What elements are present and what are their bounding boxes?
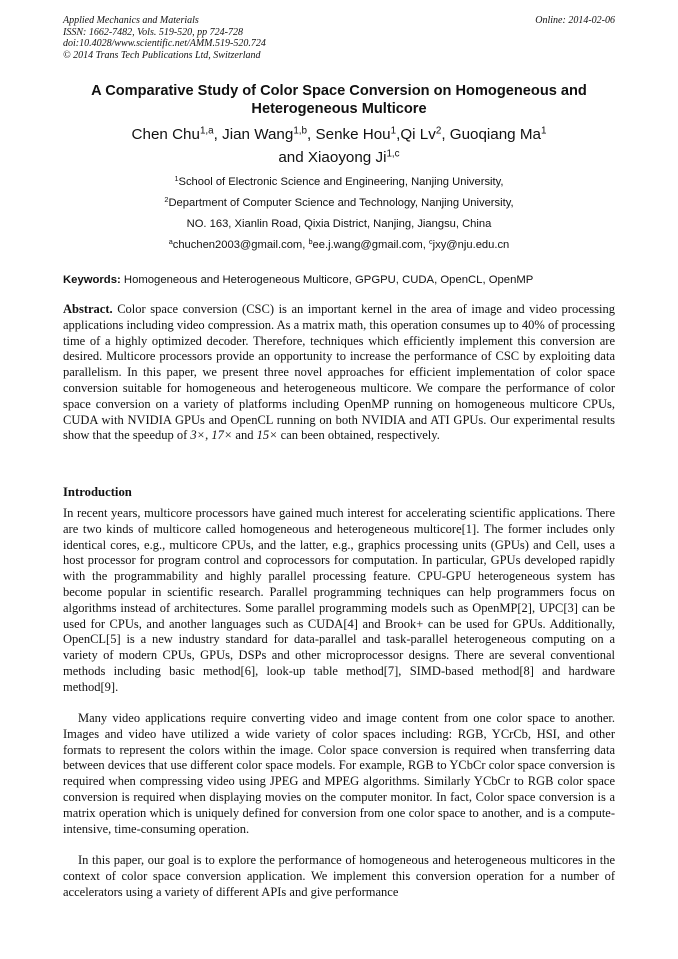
author-list: [40, 123, 638, 169]
intro-paragraph-2: Many video applications require converting video and image content from one color space to another. Images and video have utilized a wide variety of color spaces including: RGB, YCrCb, HSI, and other formats to represent the colors within the image. Color space conversion is required when transferring data between devices that use different color space models. For example, RGB to YCbCr color space conversion is required when compressing video using JPEG and MPEG algorithms. Similarly YCbCr to RGB color space conversion is required when displaying movies on the computer monitor. In fact, Color space conversion is a matrix operation which is uniquely defined for conversion from one color space to another, and is a compute-intensive, time-consuming operation.: [63, 711, 615, 836]
online-date: Online: 2014-02-06: [535, 15, 615, 26]
abstract-text: Color space conversion (CSC) is an important kernel in the area of image and video processing applications including video compression. As a matrix math, this operation consumes up to 40% of processing time of a highly optimized decoder. Therefore, techniques which efficiently implement this conversion are desired. Multicore processors provide an opportunity to increase the performance of CSC by exploiting data parallelism. In this paper, we present three novel approaches for efficient implementation of color space conversion suitable for homogeneous and heterogeneous multicore. We compare the performance of color space conversion on a variety of platforms including OpenMP running on homogeneous multicore CPUs, CUDA with NVIDIA GPUs and OpenCL running on both NVIDIA and ATI GPUs. Our experimental results show that the speedup of: [63, 302, 615, 443]
author-affil-mark: 1,b: [293, 125, 308, 137]
affiliation-2: $^2$Department of Computer Science and Technology, Nanjing University,: [164, 195, 514, 209]
author-line-1: [40, 123, 638, 146]
doi-line: doi:10.4028/www.scientific.net/AMM.519-520.724: [63, 38, 266, 49]
email-c: jxy@nju.edu.cn: [432, 239, 510, 251]
section-heading-introduction: Introduction: [63, 485, 132, 499]
intro-paragraph-1: In recent years, multicore processors have gained much interest for accelerating scientific applications. There are two kinds of multicore called homogeneous and heterogeneous multicore[1]. The former includes only identical cores, e.g., multicore CPUs, and the latter, e.g., graphics processing units (GPUs) and Cell, uses a host processor for program control and coprocessors for computation. In particular, GPUs developed rapidly with the programmability and highly parallel processing feature. CPU-GPU heterogeneous system has become popular in scientific research. Parallel programming techniques can help programmers focus on algorithms instead of architectures. Some parallel programming models such as OpenMP[2], UPC[3] can be used for CPUs, and another languages such as CUDA[4] and Brook+ can be used for GPUs. Additionally, OpenCL[5] is a new industry standard for data-parallel and task-parallel heterogeneous computing on a variety of modern CPUs, GPUs, DSPs and other microprocessor designs. There are several conventional methods including basic method[6], look-up table method[7], SIMD-based method[8] and hardware method[9].: [63, 506, 615, 694]
keywords-text: Homogeneous and Heterogeneous Multicore, GPGPU, CUDA, OpenCL, OpenMP: [120, 274, 534, 286]
author-affil-mark: 2: [435, 125, 442, 137]
author-affil-mark: 1,c: [386, 148, 400, 160]
author-affil-mark: 1: [390, 125, 397, 137]
author-line-2: [40, 146, 638, 169]
author-name: , Senke Hou: [307, 126, 391, 143]
author-name: ,Qi Lv: [396, 126, 436, 143]
author-affil-mark: 1: [540, 125, 547, 137]
title-line-1: A Comparative Study of Color Space Conversion on Homogeneous and: [91, 83, 587, 99]
speedup-openmp: 3×: [190, 428, 206, 443]
email-b: ee.j.wang@gmail.com,: [312, 239, 429, 251]
affiliation-address: NO. 163, Xianlin Road, Qixia District, Nanjing, Jiangsu, China: [186, 218, 492, 230]
author-name: Chen Chu: [131, 126, 200, 143]
intro-paragraph-3: In this paper, our goal is to explore the performance of homogeneous and heterogeneous multicores in the context of color space conversion application. We implement this conversion operation for a number of accelerators using a variety of different APIs and give performance: [63, 853, 615, 899]
issn-line: ISSN: 1662-7482, Vols. 519-520, pp 724-728: [63, 26, 243, 38]
keywords-label: Keywords:: [63, 274, 121, 286]
abstract: Abstract. Color space conversion (CSC) is an important kernel in the area of image and video processing applications including video compression. As a matrix math, this operation consumes up to 40% of processing time of a highly optimized decoder. Therefore, techniques which efficiently implement this conversion are desired. Multicore processors provide an opportunity to increase the performance of CSC by exploiting data parallelism. In this paper, we present three novel approaches for efficient implementation of color space conversion suitable for homogeneous and heterogeneous multicore. We compare the performance of color space conversion on a variety of platforms including OpenMP running on homogeneous multicore CPUs, CUDA with NVIDIA GPUs and OpenCL running on both NVIDIA and ATI GPUs. Our experimental results show that the speedup of 3×, 17× and 15× can been obtained, respectively.: [63, 302, 615, 443]
author-affil-mark: 1,a: [199, 125, 214, 137]
journal-header: [63, 15, 615, 61]
email-a: chuchen2003@gmail.com,: [172, 239, 309, 251]
author-name: , Guoqiang Ma: [441, 126, 541, 143]
affiliation-1: $^1$School of Electronic Science and Engineering, Nanjing University,: [174, 174, 504, 188]
speedup-opencl: 15×: [256, 428, 278, 443]
journal-name: Applied Mechanics and Materials: [63, 15, 199, 26]
author-emails: $^a$chuchen2003@gmail.com, $^b$ee.j.wang@gmail.com, $^c$jxy@nju.edu.cn: [168, 237, 510, 251]
title-line-2: Heterogeneous Multicore: [251, 101, 427, 117]
paper-title: [40, 82, 638, 118]
author-name: , Jian Wang: [213, 126, 294, 143]
abstract-label: Abstract.: [63, 302, 113, 316]
keywords: [63, 273, 615, 288]
affiliations: [40, 172, 638, 256]
speedup-cuda: 17×: [211, 428, 233, 443]
author-name: and Xiaoyong Ji: [278, 149, 387, 166]
copyright-line: © 2014 Trans Tech Publications Ltd, Switzerland: [63, 49, 261, 61]
